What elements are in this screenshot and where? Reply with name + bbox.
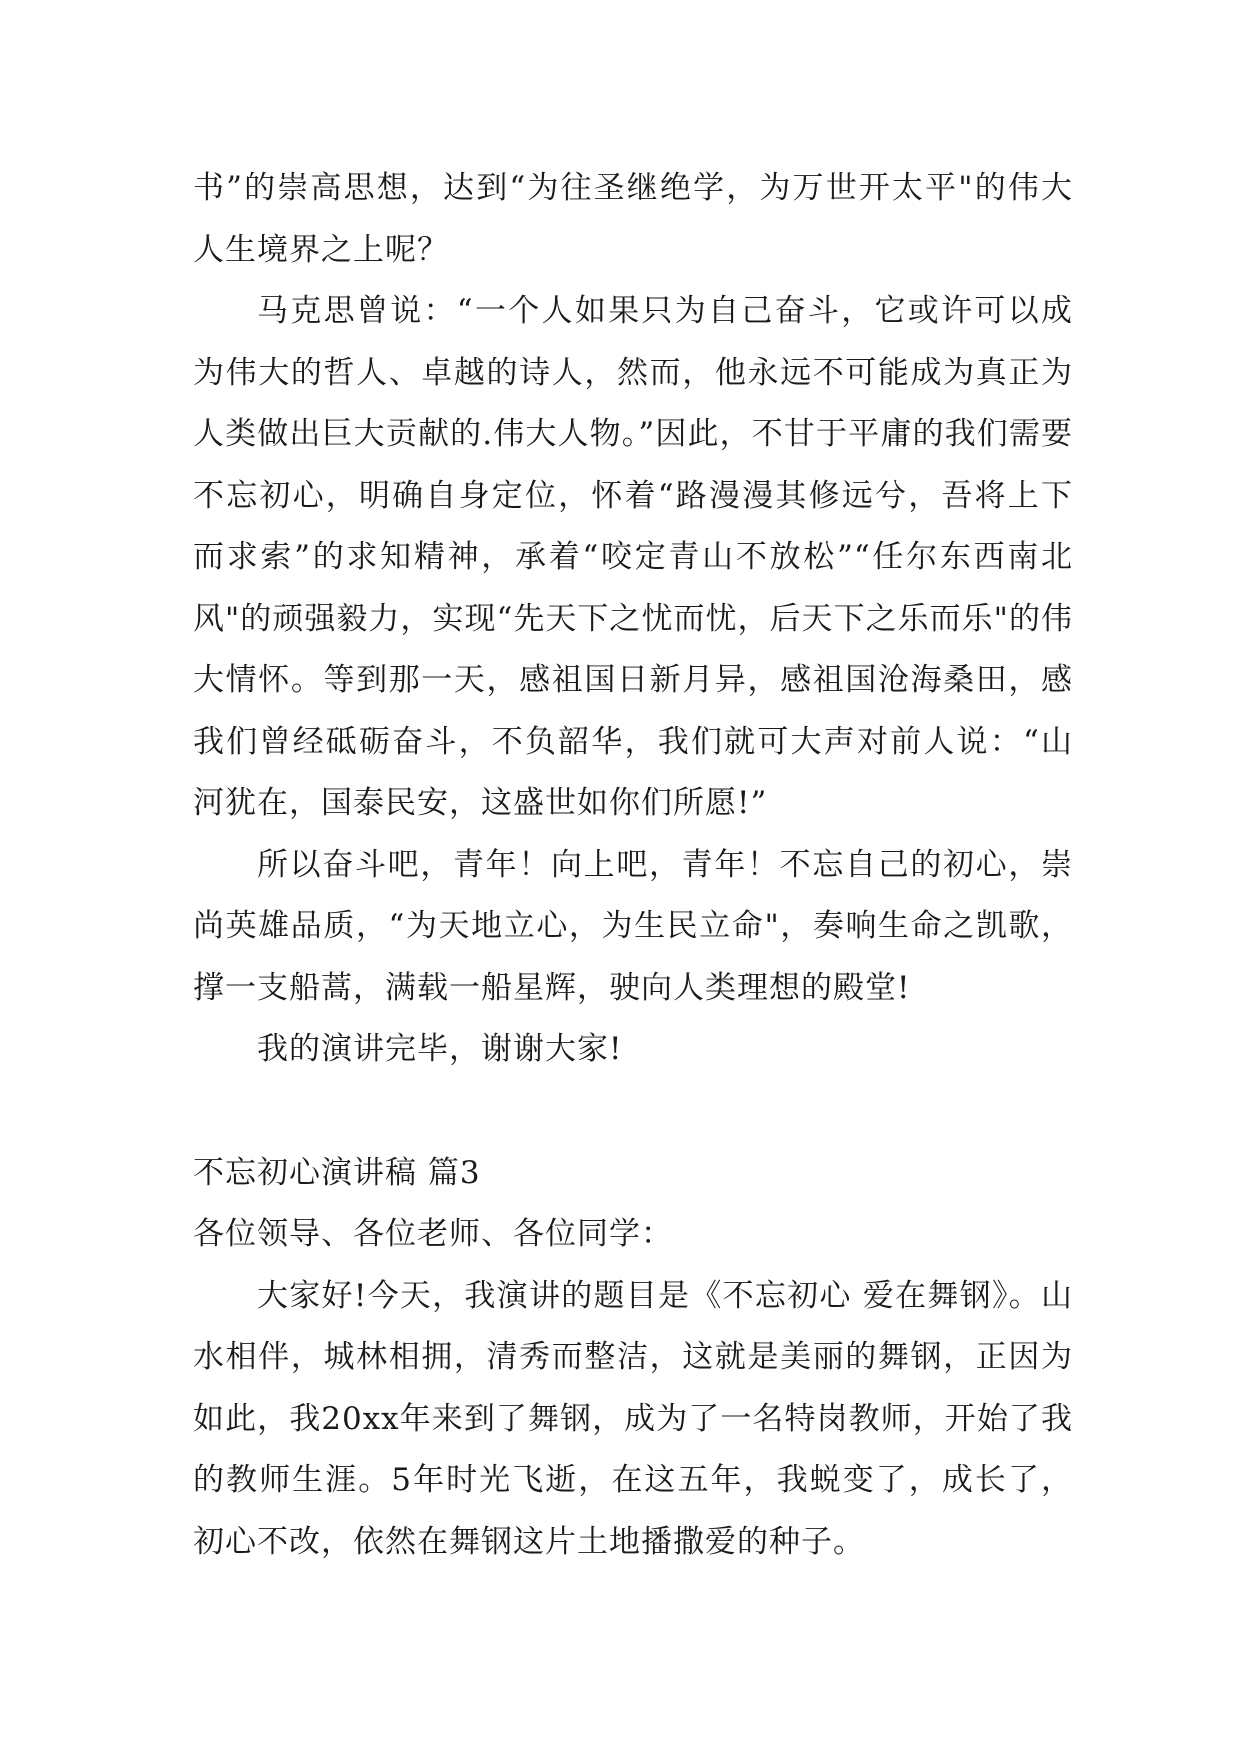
document-body	[193, 158, 1073, 1573]
section-spacer	[193, 1081, 1073, 1143]
paragraph-closing: 我的演讲完毕，谢谢大家!	[257, 1031, 623, 1067]
section-title: 不忘初心演讲稿 篇3	[193, 1154, 481, 1191]
paragraph-continuation: 书”的崇高思想，达到“为往圣继绝学，为万世开太平"的伟大人生境界之上呢？	[193, 170, 1073, 268]
paragraph-strive-youth: 所以奋斗吧，青年！向上吧，青年！不忘自己的初心，崇尚英雄品质，“为天地立心，为生民立命"，奏响生命之凯歌，撑一支船蒿，满载一船星辉，驶向人类理想的殿堂!	[193, 846, 1073, 1006]
salutation: 各位领导、各位老师、各位同学：	[193, 1216, 673, 1252]
paragraph-intro-wugang: 大家好!今天，我演讲的题目是《不忘初心 爱在舞钢》。山水相伴，城林相拥，清秀而整洁，这就是美丽的舞钢，正因为如此，我20xx年来到了舞钢，成为了一名特岗教师，开始了我的教师生涯。5年时光飞逝，在这五年，我蜕变了，成长了，初心不改，依然在舞钢这片土地播撒爱的种子。	[193, 1277, 1073, 1560]
paragraph-marx-quote: 马克思曾说：“一个人如果只为自己奋斗，它或许可以成为伟大的哲人、卓越的诗人，然而，他永远不可能成为真正为人类做出巨大贡献的.伟大人物。”因此，不甘于平庸的我们需要不忘初心，明确自身定位，怀着“路漫漫其修远兮，吾将上下而求索”的求知精神，承着“咬定青山不放松”“任尔东西南北风"的顽强毅力，实现“先天下之忧而忧，后天下之乐而乐"的伟大情怀。等到那一天，感祖国日新月异，感祖国沧海桑田，感我们曾经砥砺奋斗，不负韶华，我们就可大声对前人说：“山河犹在，国泰民安，这盛世如你们所愿!”	[193, 293, 1073, 821]
